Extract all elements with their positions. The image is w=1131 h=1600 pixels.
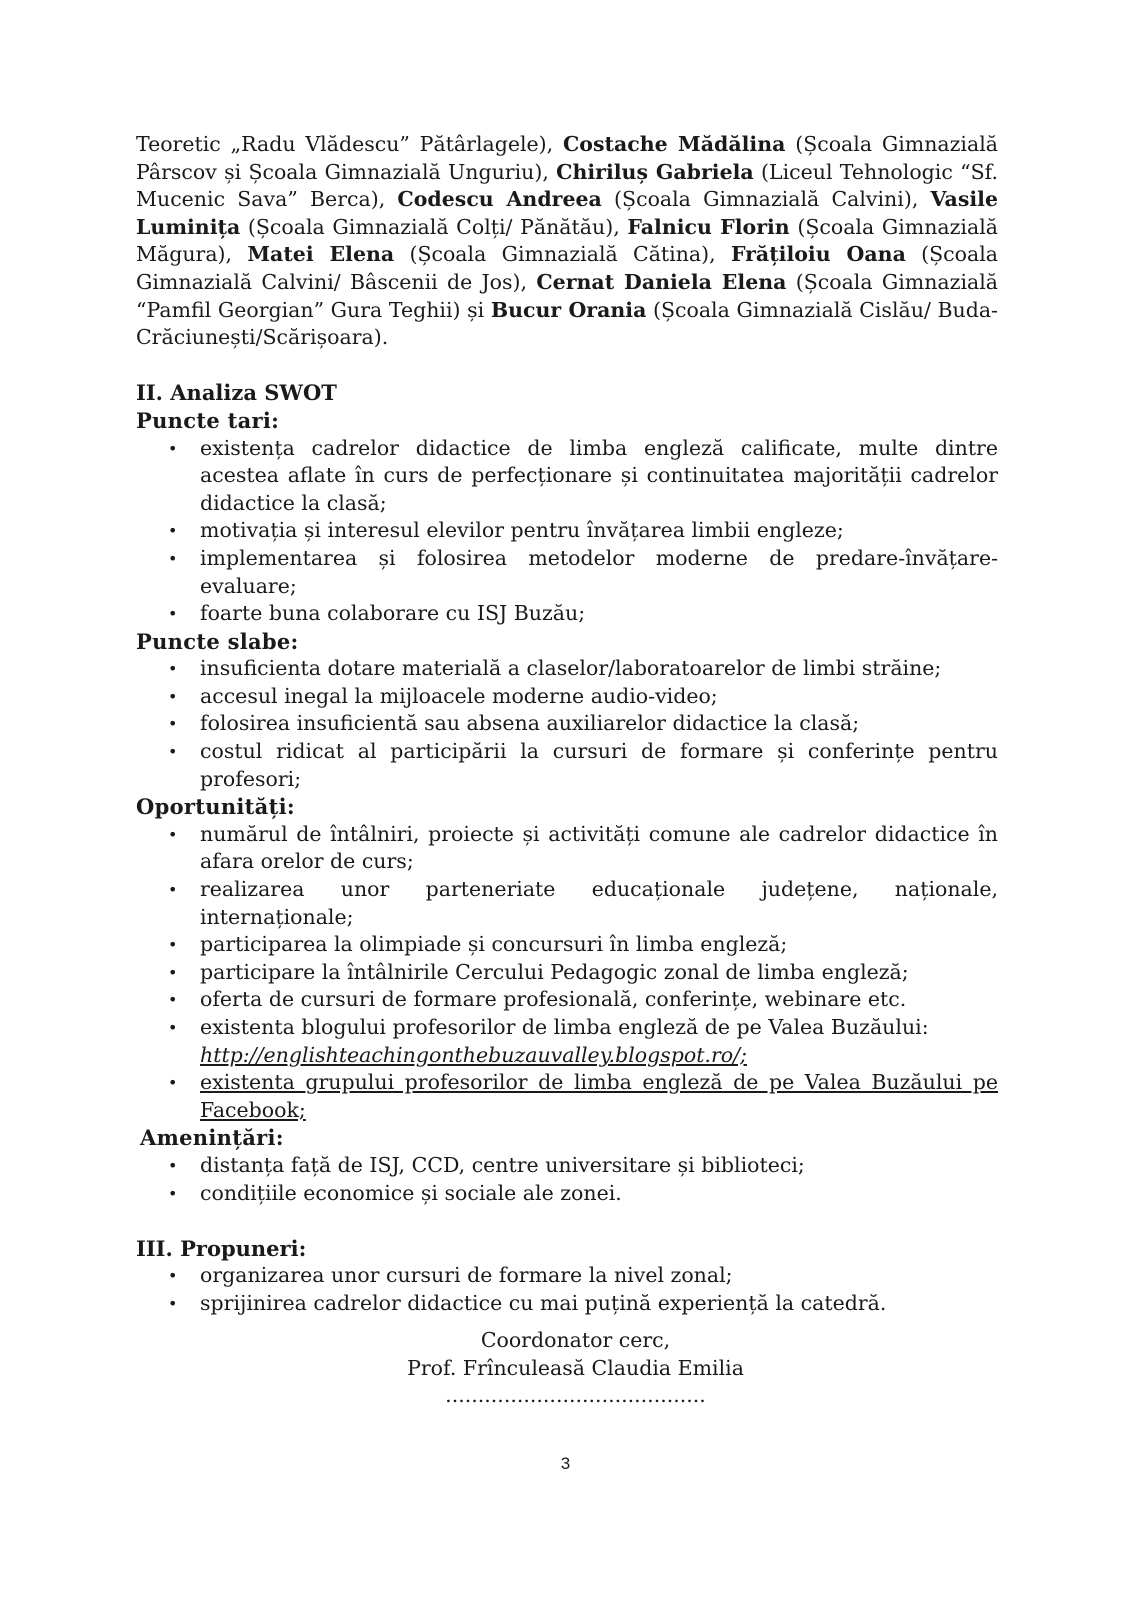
list-item: • implementarea și folosirea metodelor moderne de predare-învățare-evaluare; xyxy=(136,545,998,600)
list-item: • condițiile economice și sociale ale zonei. xyxy=(136,1180,998,1208)
teacher-name: Cernat Daniela Elena xyxy=(536,269,787,294)
school-text: (Liceul Tehnologic “Sf. Mucenic Sava” Berca), xyxy=(136,159,998,212)
teacher-name: Bucur Orania xyxy=(490,297,647,322)
school-text: (Școala Gimnazială Cătina), xyxy=(394,242,731,267)
weaknesses-list xyxy=(136,655,998,793)
blog-link[interactable]: http://englishteachingonthebuzauvalley.blogspot.ro/; xyxy=(200,1042,747,1067)
opportunities-list xyxy=(136,821,998,1125)
list-item: • existența cadrelor didactice de limba engleză calificate, multe dintre acestea aflate în curs de perfecționare și continuitatea majorității cadrelor didactice la clasă; xyxy=(136,435,998,518)
list-item: • accesul inegal la mijloacele moderne audio-video; xyxy=(136,683,998,711)
page-content xyxy=(136,131,998,1318)
school-text: (Școala Gimnazială Calvini/ Bâscenii de Jos), xyxy=(136,242,998,294)
teacher-name: Matei Elena xyxy=(247,242,395,267)
list-item-blog xyxy=(136,1014,998,1069)
blog-text: existenta blogului profesorilor de limba engleză de pe Valea Buzăului: xyxy=(200,1015,929,1039)
list-item: • motivația și interesul elevilor pentru învățarea limbii engleze; xyxy=(136,517,998,545)
list-item: • numărul de întâlniri, proiecte și activități comune ale cadrelor didactice în afara orelor de curs; xyxy=(136,821,998,876)
opportunities-heading: Oportunități: xyxy=(136,794,295,820)
strengths-heading: Puncte tari: xyxy=(136,407,280,433)
list-item: • sprijinirea cadrelor didactice cu mai puțină experiență la catedră. xyxy=(136,1290,998,1318)
teacher-name: Costache Mădălina xyxy=(562,132,786,156)
school-text: (Școala Gimnazială “Pamfil Georgian” Gura Teghii) și xyxy=(136,269,999,322)
teacher-name: Codescu Andreea xyxy=(397,187,602,212)
weaknesses-heading: Puncte slabe: xyxy=(136,628,299,654)
coordinator-role: Coordonator cerc, xyxy=(480,1328,671,1352)
school-text: (Școala Gimnazială Măgura), xyxy=(136,214,998,267)
school-text: Teoretic „Radu Vlădescu” Pătârlagele), xyxy=(136,132,563,156)
list-item: • insuficienta dotare materială a claselor/laboratoarelor de limbi străine; xyxy=(136,655,998,683)
facebook-group-link[interactable]: existenta grupului profesorilor de limba engleză de pe Valea Buzăului pe Facebook; xyxy=(200,1070,998,1122)
list-item: • participarea la olimpiade și concursuri în limba engleză; xyxy=(136,931,998,959)
proposals-heading: III. Propuneri: xyxy=(136,1235,307,1261)
school-text: (Școala Gimnazială Calvini), xyxy=(601,187,931,212)
page-number: 3 xyxy=(560,1454,571,1473)
list-item: • oferta de cursuri de formare profesională, conferințe, webinare etc. xyxy=(136,986,998,1014)
list-item: • realizarea unor parteneriate educaționale județene, naționale, internaționale; xyxy=(136,876,998,931)
list-item: • distanța față de ISJ, CCD, centre universitare și biblioteci; xyxy=(136,1152,998,1180)
list-item: • participare la întâlnirile Cercului Pedagogic zonal de limba engleză; xyxy=(136,959,998,987)
teacher-name: Frățiloiu Oana xyxy=(730,242,906,267)
strengths-list xyxy=(136,435,998,628)
list-item: • costul ridicat al participării la cursuri de formare și conferințe pentru profesori; xyxy=(136,738,998,793)
proposals-list xyxy=(136,1262,998,1317)
school-text: (Școala Gimnazială Colți/ Pănătău), xyxy=(240,214,628,239)
threats-list xyxy=(136,1152,998,1207)
school-text: (Școala Gimnazială Cislău/ Buda-Crăciunești/Scărișoara). xyxy=(136,297,998,350)
list-item: • folosirea insuficientă sau absena auxiliarelor didactice la clasă; xyxy=(136,710,998,738)
threats-heading: Amenințări: xyxy=(140,1125,284,1151)
list-item: • organizarea unor cursuri de formare la nivel zonal; xyxy=(136,1262,998,1290)
list-item-facebook xyxy=(136,1069,998,1124)
signature-line: ........................................ xyxy=(445,1383,706,1408)
signature-block xyxy=(0,1327,1131,1410)
school-text: (Școala Gimnazială Pârscov și Școala Gimnazială Unguriu), xyxy=(136,132,998,184)
teacher-name: Falnicu Florin xyxy=(627,214,790,239)
list-item: • foarte buna colaborare cu ISJ Buzău; xyxy=(136,600,998,628)
participants-paragraph xyxy=(136,131,998,352)
teacher-name: Chiriluș Gabriela xyxy=(556,159,754,184)
swot-heading: II. Analiza SWOT xyxy=(136,380,337,406)
teacher-name: Vasile Luminița xyxy=(136,187,998,239)
coordinator-name: Prof. Frînculeasă Claudia Emilia xyxy=(407,1355,744,1380)
